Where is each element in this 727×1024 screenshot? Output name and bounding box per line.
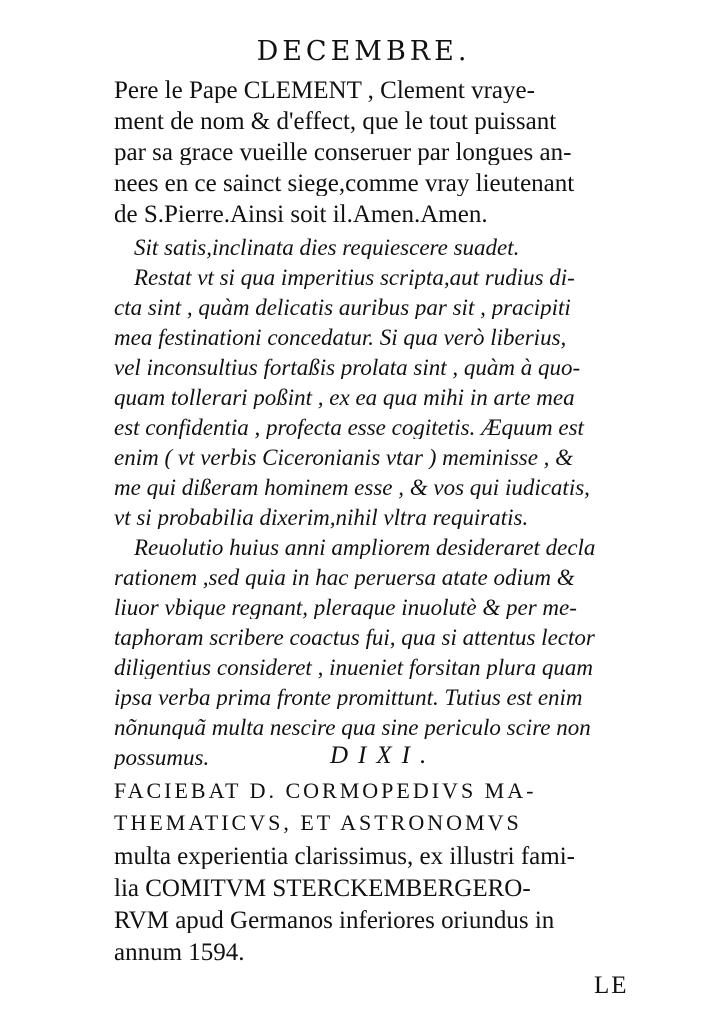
text-line: rationem ,sed quia in hac peruersa atate odium & <box>114 566 575 589</box>
running-header: DECEMBRE. <box>256 36 471 67</box>
text-line: Pere le Pape CLEMENT , Clement vraye- <box>114 78 535 103</box>
text-line: FACIEBAT D. CORMOPEDIVS MA- <box>114 780 537 802</box>
text-line: de S.Pierre.Ainsi soit il.Amen.Amen. <box>114 202 488 227</box>
text-line: enim ( vt verbis Ciceronianis vtar ) meminisse , & <box>114 446 574 469</box>
text-line: me qui dißeram hominem esse , & vos qui iudicatis, <box>114 476 590 499</box>
text-line: Reuolutio huius anni ampliorem desideraret decla <box>134 536 596 559</box>
text-line: quam tollerari poßint , ex ea qua mihi in arte mea <box>114 386 575 409</box>
text-line: nõnunquã multa nescire qua sine periculo scire non <box>114 716 591 739</box>
text-line: ment de nom & d'effect, que le tout puissant <box>114 109 557 134</box>
text-line: ipsa verba prima fronte promittunt. Tutius est enim <box>114 686 583 709</box>
text-line: mea festinationi concedatur. Si qua verò liberius, <box>114 326 567 349</box>
text-line: Sit satis,inclinata dies requiescere suadet. <box>134 236 520 259</box>
text-line: liuor vbique regnant, pleraque inuolutè & per me- <box>114 596 577 619</box>
text-line: possumus. <box>114 746 210 769</box>
text-line: diligentius consideret , inueniet forsitan plura quam <box>114 656 593 679</box>
text-line: par sa grace vueille conseruer par longues an- <box>114 140 572 165</box>
closing-word: DIXI. <box>330 742 437 769</box>
text-line: Restat vt si qua imperitius scripta,aut rudius di- <box>134 266 575 289</box>
text-line: vt si probabilia dixerim,nihil vltra requiratis. <box>114 506 529 529</box>
text-line: multa experientia clarissimus, ex illustri fami- <box>114 844 575 869</box>
catchword: LE <box>594 972 629 999</box>
text-line: nees en ce sainct siege,comme vray lieutenant <box>114 171 575 196</box>
text-line: annum 1594. <box>114 940 245 965</box>
text-line: cta sint , quàm delicatis auribus par sit , pracipiti <box>114 296 571 319</box>
text-line: taphoram scribere coactus fui, qua si attentus lector <box>114 626 595 649</box>
text-line: RVM apud Germanos inferiores oriundus in <box>114 908 555 933</box>
text-line: est confidentia , profecta esse cogitetis. Æquum est <box>114 416 584 439</box>
text-line: lia COMITVM STERCKEMBERGERO- <box>114 876 531 901</box>
text-line: THEMATICVS, ET ASTRONOMVS <box>114 812 522 834</box>
text-line: vel inconsultius fortaßis prolata sint , quàm à quo- <box>114 356 581 379</box>
